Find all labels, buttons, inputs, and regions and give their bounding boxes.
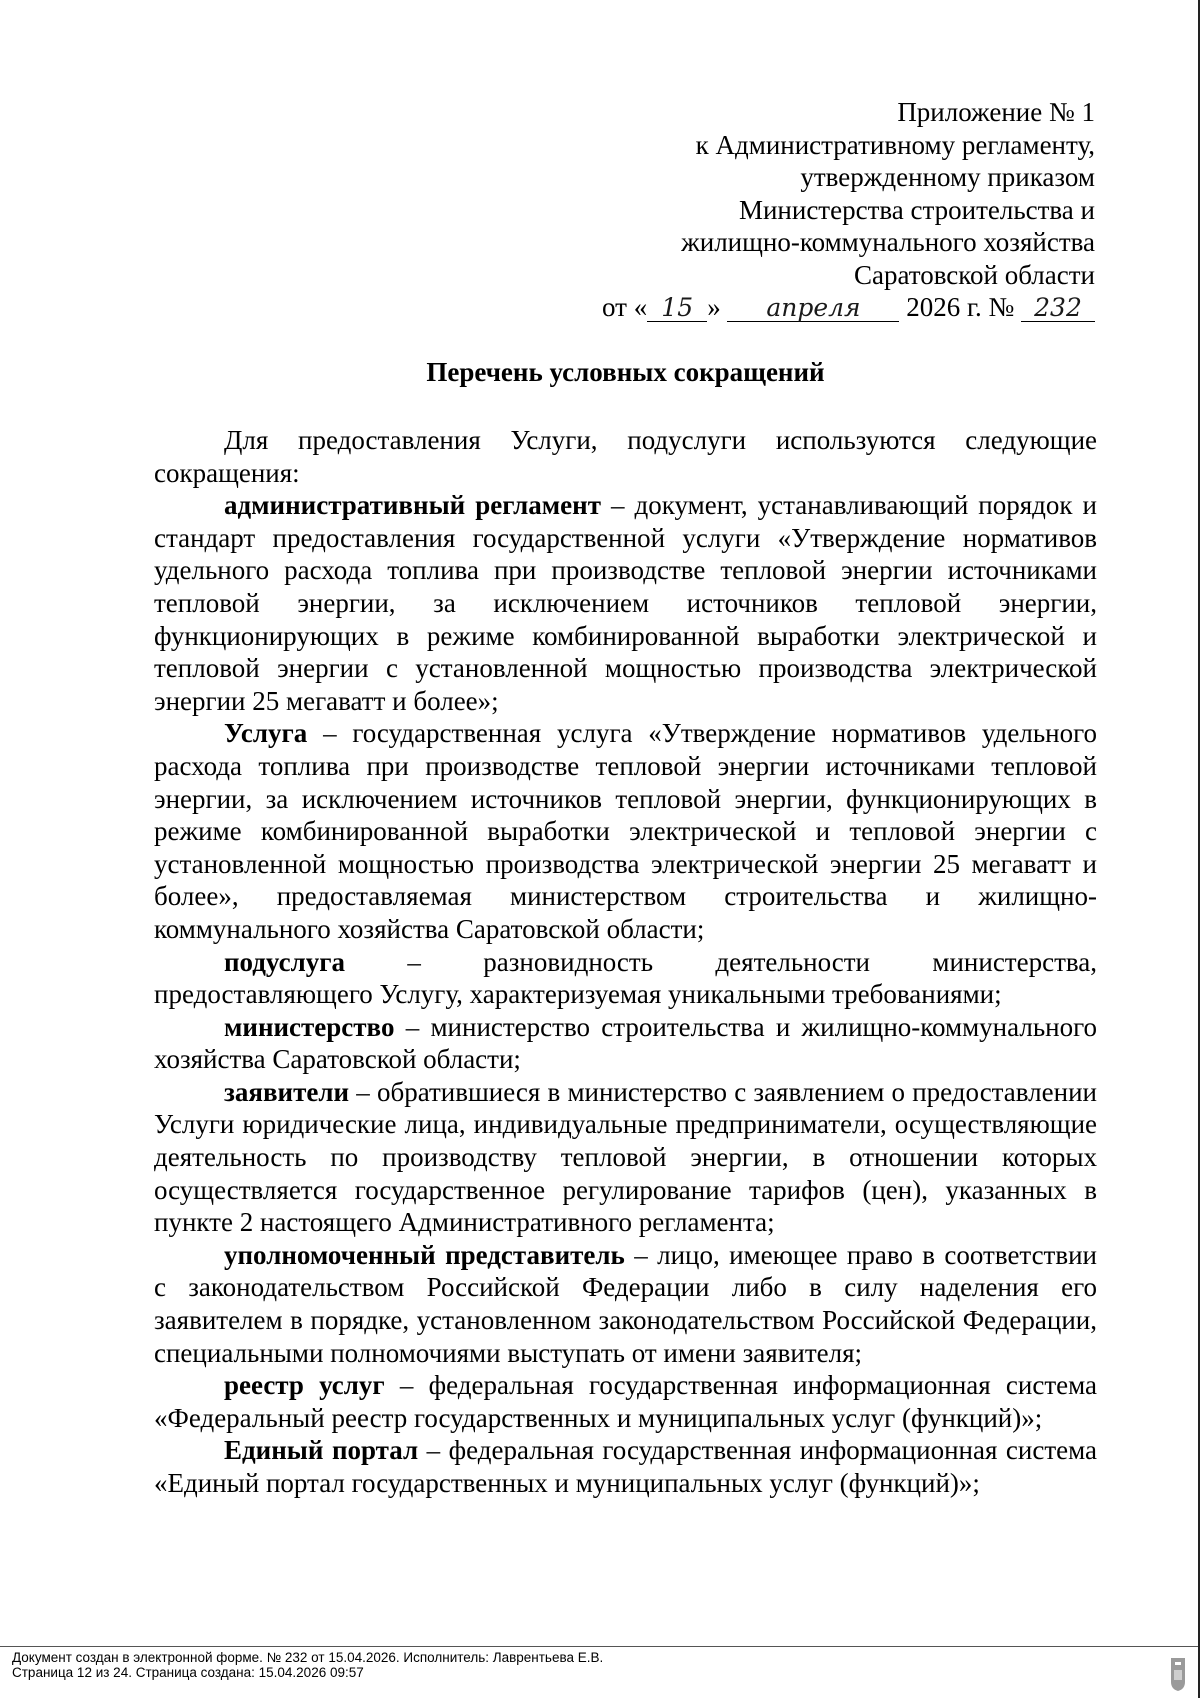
definition-item bbox=[154, 1434, 1097, 1499]
definition-text: – федеральная государственная информационная система «Федеральный реестр государственных и муниципальных услуг (функций)»; bbox=[154, 1370, 1097, 1433]
definition-term: уполномоченный представитель bbox=[224, 1239, 625, 1270]
abbreviations-list bbox=[154, 424, 1097, 1500]
appendix-reference-line-4: жилищно-коммунального хозяйства bbox=[681, 227, 1095, 257]
electronic-document-footer bbox=[0, 1646, 1198, 1698]
definition-text: – разновидность деятельности министерства, предоставляющего Услугу, характеризуемая уникальными требованиями; bbox=[154, 946, 1097, 1010]
definition-term: подуслуга bbox=[224, 946, 345, 977]
definition-term: административный регламент bbox=[224, 490, 601, 521]
definition-term: министерство bbox=[224, 1011, 395, 1042]
intro-paragraph: Для предоставления Услуги, подуслуги используются следующие сокращения: bbox=[154, 425, 1097, 488]
definition-term: реестр услуг bbox=[224, 1370, 385, 1401]
definition-text: – лицо, имеющее право в соответствии с законодательством Российской Федерации либо в силу наделения его заявителем в порядке, установленном законодательством Российской Федерации, специальными полномочиями выступать от имени заявителя; bbox=[154, 1239, 1097, 1368]
coat-of-arms-icon bbox=[1168, 1656, 1188, 1692]
emblem-inner-detail bbox=[1174, 1670, 1182, 1680]
definition-text: – документ, устанавливающий порядок и стандарт предоставления государственной услуги «Утверждение нормативов удельного расхода топлива при производстве тепловой энергии источниками тепловой энергии, за исключением источников тепловой энергии, функционирующих в режиме комбинированной выработки электрической и тепловой энергии с установленной мощностью производства электрической энергии 25 мегаватт и более»; bbox=[154, 490, 1097, 716]
page-title: Перечень условных сокращений bbox=[426, 357, 825, 387]
appendix-reference-line-5: Саратовской области bbox=[854, 259, 1095, 290]
definition-term: заявители bbox=[224, 1076, 350, 1107]
emblem-crown-detail bbox=[1175, 1662, 1181, 1665]
date-mid: » bbox=[707, 292, 728, 322]
order-date-line bbox=[495, 291, 1095, 324]
definition-item bbox=[154, 1011, 1097, 1076]
definition-text: – обратившиеся в министерство с заявлением о предоставлении Услуги юридические лица, индивидуальные предприниматели, осуществляющие деятельность по производству тепловой энергии, в отношении которых осуществляется государственное регулирование тарифов (цен), указанных в пункте 2 настоящего Административного регламента; bbox=[154, 1076, 1097, 1238]
appendix-number: Приложение № 1 bbox=[897, 97, 1095, 127]
appendix-reference-line-2: утвержденному приказом bbox=[800, 162, 1095, 192]
definition-text: – министерство строительства и жилищно-коммунального хозяйства Саратовской области; bbox=[154, 1011, 1097, 1075]
definition-item bbox=[154, 1076, 1097, 1239]
appendix-reference-line-1: к Административному регламенту, bbox=[695, 129, 1095, 160]
definition-term: Услуга bbox=[224, 718, 308, 749]
definition-text: – федеральная государственная информационная система «Единый портал государственных и муниципальных услуг (функций)»; bbox=[154, 1435, 1097, 1498]
year-text: 2026 г. № bbox=[899, 292, 1021, 322]
definition-item bbox=[154, 1369, 1097, 1434]
definition-text: – государственная услуга «Утверждение нормативов удельного расхода топлива при производстве тепловой энергии источниками тепловой энергии, за исключением источников тепловой энергии, функционирующих в режиме комбинированной выработки электрической и тепловой энергии с установленной мощностью производства электрической энергии 25 мегаватт и более», предоставляемая министерством строительства и жилищно-коммунального хозяйства Саратовской области; bbox=[154, 718, 1097, 944]
definition-item bbox=[154, 489, 1097, 717]
footer-page-info: Страница 12 из 24. Страница создана: 15.04.2026 09:57 bbox=[12, 1665, 364, 1680]
handwritten-month: апреля bbox=[727, 295, 899, 322]
handwritten-day: 15 bbox=[647, 295, 707, 322]
definition-item bbox=[154, 717, 1097, 945]
appendix-reference-line-3: Министерства строительства и bbox=[738, 194, 1095, 225]
definition-term: Единый портал bbox=[224, 1435, 419, 1466]
definition-item bbox=[154, 1239, 1097, 1369]
definition-item bbox=[154, 946, 1097, 1011]
footer-document-info: Документ создан в электронной форме. № 232 от 15.04.2026. Исполнитель: Лаврентьева Е.В. bbox=[12, 1650, 604, 1665]
handwritten-order-number: 232 bbox=[1021, 295, 1095, 322]
date-prefix: от « bbox=[602, 292, 648, 322]
appendix-header bbox=[495, 96, 1095, 324]
